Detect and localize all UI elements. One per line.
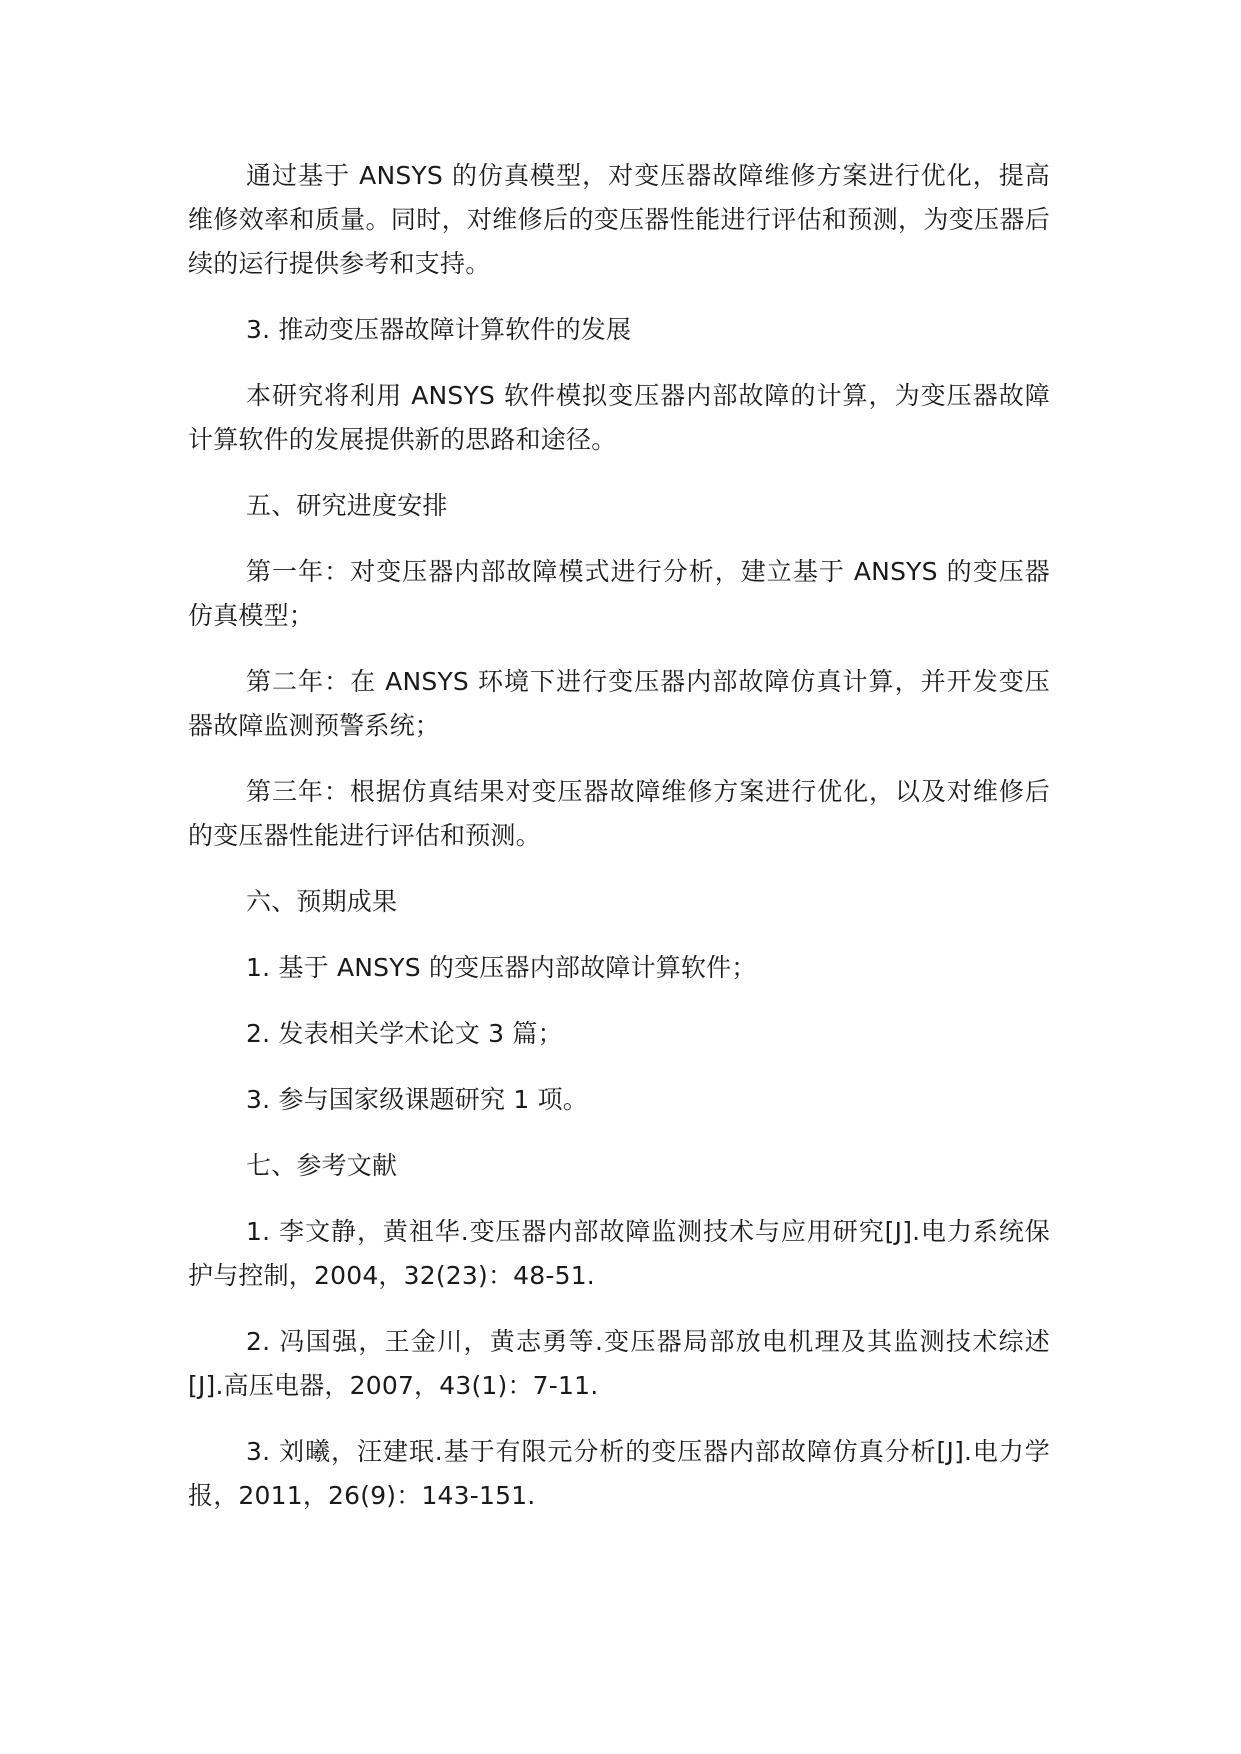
subheading-software-development: 3. 推动变压器故障计算软件的发展 <box>246 315 632 344</box>
reference-item: 2. 冯国强，王金川，黄志勇等.变压器局部放电机理及其监测技术综述[J].高压电器，2007，43(1)：7-11. <box>188 1327 1050 1400</box>
paragraph-software-development: 本研究将利用 ANSYS 软件模拟变压器内部故障的计算，为变压器故障计算软件的发展提供新的思路和途径。 <box>188 381 1050 454</box>
schedule-year-three: 第三年：根据仿真结果对变压器故障维修方案进行优化，以及对维修后的变压器性能进行评估和预测。 <box>188 777 1050 850</box>
reference-item: 3. 刘曦，汪建珉.基于有限元分析的变压器内部故障仿真分析[J].电力学报，2011，26(9)：143-151. <box>188 1437 1050 1510</box>
expected-result-item: 3. 参与国家级课题研究 1 项。 <box>246 1085 588 1114</box>
document-body <box>188 154 1050 1540</box>
schedule-year-two: 第二年：在 ANSYS 环境下进行变压器内部故障仿真计算，并开发变压器故障监测预警系统； <box>188 667 1050 740</box>
section-heading-schedule: 五、研究进度安排 <box>246 491 448 520</box>
paragraph-optimization: 通过基于 ANSYS 的仿真模型，对变压器故障维修方案进行优化，提高维修效率和质量。同时，对维修后的变压器性能进行评估和预测，为变压器后续的运行提供参考和支持。 <box>188 161 1050 278</box>
expected-result-item: 1. 基于 ANSYS 的变压器内部故障计算软件； <box>246 953 757 982</box>
expected-result-item: 2. 发表相关学术论文 3 篇； <box>246 1019 563 1048</box>
section-heading-references: 七、参考文献 <box>246 1151 398 1180</box>
reference-item: 1. 李文静，黄祖华.变压器内部故障监测技术与应用研究[J].电力系统保护与控制，2004，32(23)：48-51. <box>188 1217 1050 1290</box>
schedule-year-one: 第一年：对变压器内部故障模式进行分析，建立基于 ANSYS 的变压器仿真模型； <box>188 557 1050 630</box>
section-heading-expected-results: 六、预期成果 <box>246 887 398 916</box>
